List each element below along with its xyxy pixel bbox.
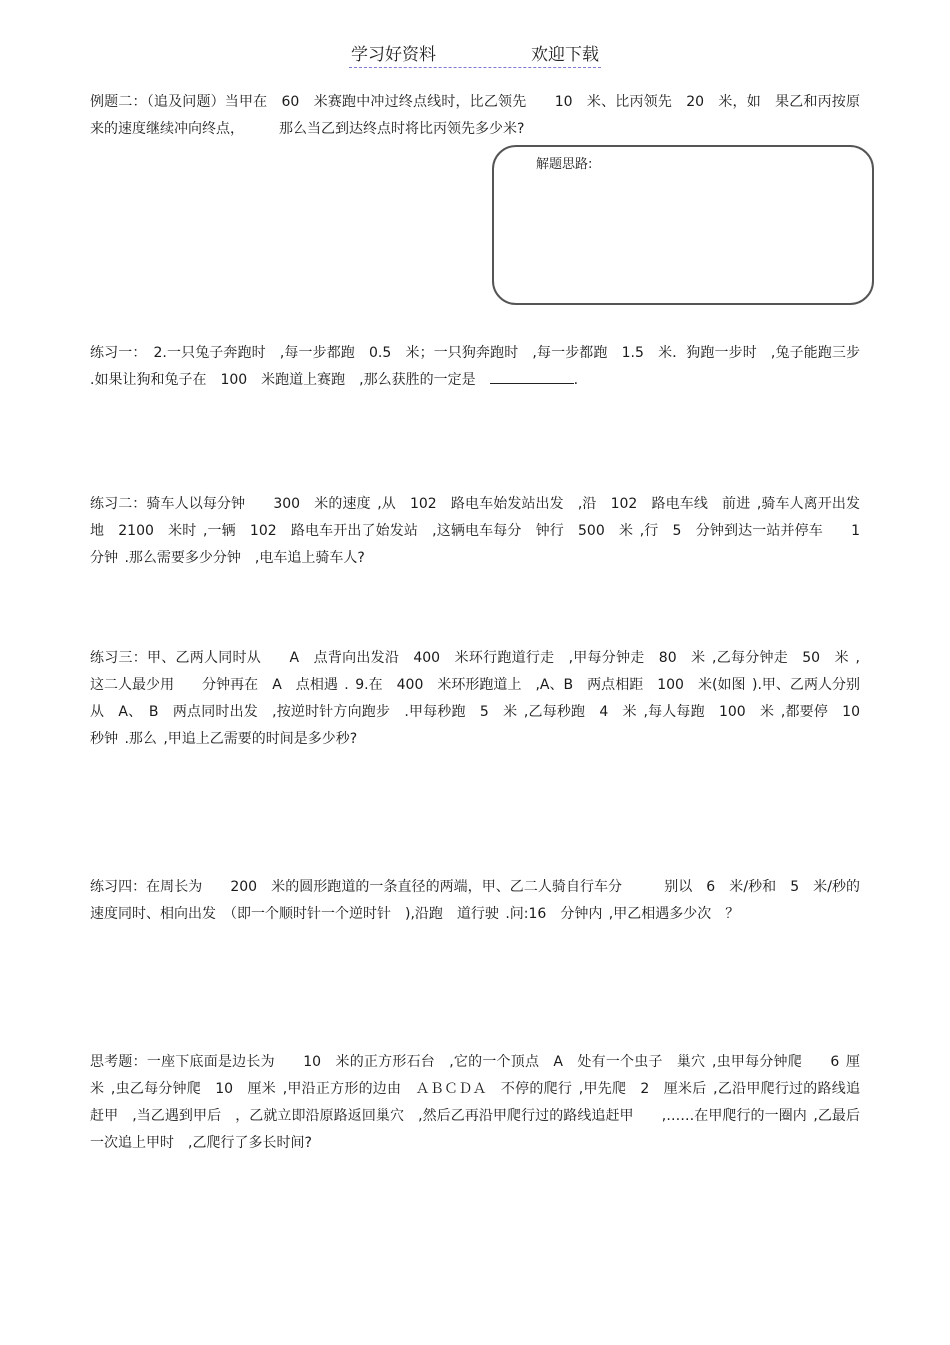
solution-box bbox=[492, 145, 874, 305]
example-2-text: 例题二：（追及问题）当甲在 60 米赛跑中冲过终点线时，比乙领先 10 米、比丙领先 20 米，如 果乙和丙按原来的速度继续冲向终点， 那么当乙到达终点时将比丙领先多少米? bbox=[90, 94, 860, 137]
header-left-text: 学习好资料 bbox=[351, 45, 436, 65]
page-header bbox=[0, 40, 950, 68]
exercise-1-suffix: . bbox=[573, 372, 579, 388]
header-right-text: 欢迎下载 bbox=[531, 45, 599, 65]
exercise-1 bbox=[90, 340, 860, 394]
exercise-2-text: 练习二：骑车人以每分钟 300 米的速度 ,从 102 路电车始发站出发 ,沿 102 路电车线 前进 ,骑车人离开出发地 2100 米时 ,一辆 102 路电车开出了始发站 ,这辆电车每分 钟行 500 米 ,行 5 分钟到达一站并停车 1 分钟 .那么需要多少分钟 ,电车追上骑车人? bbox=[90, 496, 860, 566]
solution-box-label: 解题思路: bbox=[536, 157, 593, 172]
exercise-3-text: 练习三：甲、乙两人同时从 A 点背向出发沿 400 米环行跑道行走 ,甲每分钟走 80 米 ,乙每分钟走 50 米 , 这二人最少用 分钟再在 A 点相遇 . 9.在 400 米环形跑道上 ,A、B 两点相距 100 米(如图 ).甲、乙两人分别从 A、 B 两点同时出发 ,按逆时针方向跑步 .甲每秒跑 5 米 ,乙每秒跑 4 米 ,每人每跑 100 米 ,都要停 10 秒钟 .那么 ,甲追上乙需要的时间是多少秒? bbox=[90, 650, 860, 747]
answer-blank bbox=[490, 369, 574, 384]
exercise-1-text: 练习一： 2.一只兔子奔跑时 ,每一步都跑 0.5 米；一只狗奔跑时 ,每一步都跑 1.5 米．狗跑一步时 ,兔子能跑三步 .如果让狗和兔子在 100 米跑道上赛跑 ,那么获胜的一定是 bbox=[90, 345, 860, 388]
header-banner bbox=[349, 40, 601, 68]
exercise-4-text: 练习四：在周长为 200 米的圆形跑道的一条直径的两端，甲、乙二人骑自行车分 别以 6 米/秒和 5 米/秒的速度同时、相向出发 （即一个顺时针一个逆时针 ),沿跑 道行驶 .问:16 分钟内 ,甲乙相遇多少次 ？ bbox=[90, 879, 860, 922]
think-question-text: 思考题：一座下底面是边长为 10 米的正方形石台 ,它的一个顶点 A 处有一个虫子 巢穴 ,虫甲每分钟爬 6 厘米 ,虫乙每分钟爬 10 厘米 ,甲沿正方形的边由 ＡＢＣＤＡ 不停的爬行 ,甲先爬 2 厘米后 ,乙沿甲爬行过的路线追赶甲 ,当乙遇到甲后 ，乙就立即沿原路返回巢穴 ,然后乙再沿甲爬行过的路线追赶甲 ,……在甲爬行的一圈内 ,乙最后一次追上甲时 ,乙爬行了多长时间? bbox=[90, 1054, 860, 1151]
